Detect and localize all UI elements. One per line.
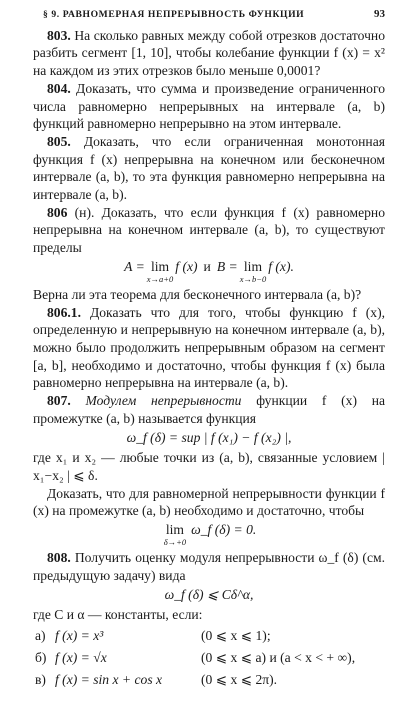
formula-a-right: f (x): [175, 258, 198, 274]
list-item: [33, 669, 385, 691]
running-header: [33, 6, 385, 24]
item-function: f (x) = x³: [55, 627, 104, 643]
problem-808: [33, 549, 385, 584]
problem-number: 804.: [47, 80, 71, 96]
limit-expression: ω_f (δ) = 0.: [191, 521, 257, 537]
limit-delta: [164, 521, 186, 547]
problem-text: Доказать, что если ограниченная монотонная функция f (x) непрерывна на конечном или бесконечном интервале (a, b), то эта функция равномерно непрерывна на интервале (a, b).: [33, 133, 385, 203]
lim-sub-delta: δ→+0: [163, 536, 187, 547]
formula-b-left: B =: [216, 258, 238, 274]
problem-803: [33, 27, 385, 80]
problem-804: [33, 80, 385, 133]
limit-b: [240, 258, 267, 284]
item-function: f (x) = sin x + cos x: [55, 671, 163, 687]
formula-807-limit: [33, 521, 385, 547]
page-number: 93: [374, 8, 385, 20]
problem-text: Доказать что для того, чтобы функцию f (x), определенную и непрерывную на конечном интервале (a, b), можно было продолжить непрерывным образом на сегмент [a, b], необходимо и достаточно, чтобы функция f (x) была равномерно непрерывна на интервале (a, b).: [33, 304, 385, 391]
lim-word: lim: [243, 258, 263, 274]
item-condition: (0 ⩽ x ⩽ 1);: [201, 627, 271, 643]
formula-a-left: A =: [124, 258, 145, 274]
item-condition: (0 ⩽ x ⩽ a) и (a < x < + ∞),: [201, 649, 356, 665]
item-label: б): [35, 649, 47, 665]
text-807-where: где x₁ и x₂ — любые точки из (a, b), связанные условием | x₁−x₂ | ⩽ δ.: [33, 450, 385, 483]
list-item: [33, 625, 385, 647]
formula-and: и: [203, 258, 211, 274]
formula-b-right: f (x).: [268, 258, 294, 274]
problem-806-1: [33, 304, 385, 393]
lim-word: lim: [150, 258, 170, 274]
term-modulus: Модулем непрерывности: [70, 393, 242, 409]
item-label: в): [35, 671, 46, 687]
item-label: а): [35, 627, 46, 643]
lim-sub-a: x→a+0: [146, 273, 174, 284]
formula-808-estimate: ω_f (δ) ⩽ Cδ^α,: [164, 587, 254, 603]
problem-806: [33, 204, 385, 257]
problem-number: 806.1.: [47, 304, 81, 320]
question-806: Верна ли эта теорема для бесконечного интервала (a, b)?: [33, 286, 362, 302]
formula-807-modulus: ω_f (δ) = sup | f (x₁) − f (x₂) |,: [126, 430, 292, 446]
problem-text: функции f (x) на промежутке (a, b) называется функция: [33, 393, 386, 426]
limit-a: [147, 258, 174, 284]
item-function: f (x) = √x: [55, 649, 107, 665]
item-condition: (0 ⩽ x ⩽ 2π).: [201, 671, 278, 687]
lim-word: lim: [165, 521, 184, 537]
problem-text: Доказать, что сумма и произведение ограниченного числа равномерно непрерывных на интервале (a, b) функций равномерно непрерывно на этом интервале.: [33, 80, 385, 132]
problem-number: 807.: [47, 393, 71, 409]
section-title: § 9. РАВНОМЕРНАЯ НЕПРЕРЫВНОСТЬ ФУНКЦИИ: [43, 9, 305, 20]
problem-text: Получить оценку модуля непрерывности ω_f (δ) (см. предыдущую задачу) вида: [33, 549, 385, 583]
problem-number: 805.: [47, 133, 71, 149]
list-item: [33, 647, 385, 669]
problem-805: [33, 133, 385, 204]
case-list: [33, 625, 385, 691]
problem-number: 803.: [47, 27, 71, 43]
formula-806-limits: [33, 258, 385, 284]
text-808-where: где C и α — константы, если:: [33, 607, 203, 623]
lim-sub-b: x→b−0: [239, 273, 267, 284]
problem-text: На сколько равных между собой отрезков достаточно разбить сегмент [1, 10], чтобы колебание функции f (x) = x² на каждом из этих отрезков было меньше 0,0001?: [33, 27, 385, 79]
problem-number: 808.: [47, 549, 71, 565]
text-807-prove: Доказать, что для равномерной непрерывности функции f (x) на промежутке (a, b) необходимо и достаточно, чтобы: [33, 485, 385, 519]
problem-text: (н). Доказать, что если функция f (x) равномерно непрерывна на конечном интервале (a, b), то существуют пределы: [33, 204, 385, 256]
problem-807: [33, 392, 385, 427]
problem-number: 806: [47, 204, 68, 220]
